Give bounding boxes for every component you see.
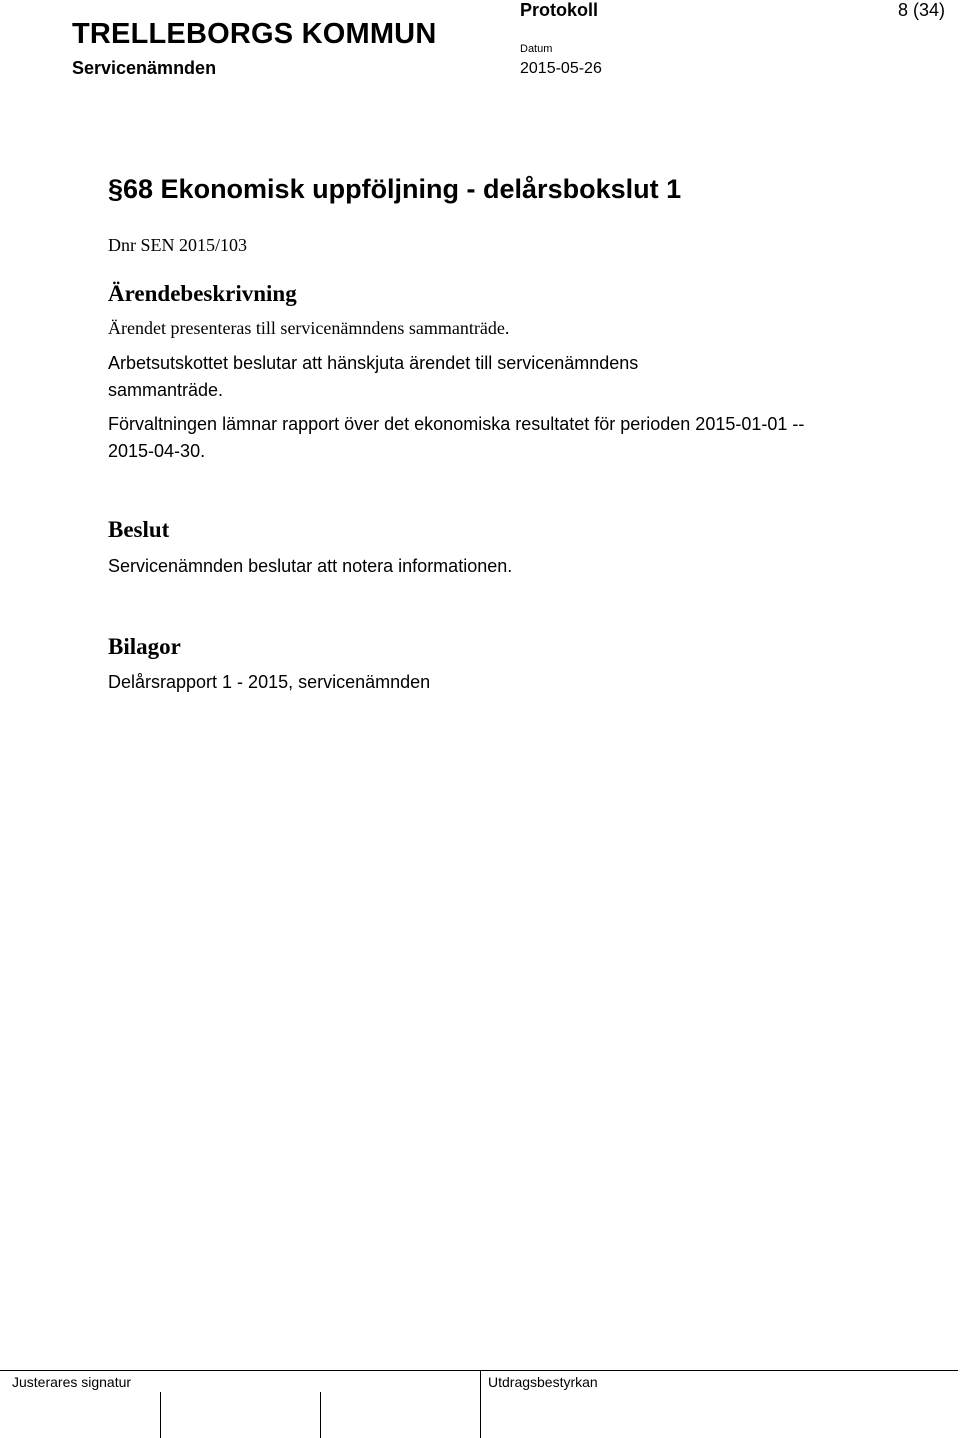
- diary-number: Dnr SEN 2015/103: [108, 235, 247, 255]
- extract-label: Utdragsbestyrkan: [488, 1374, 598, 1390]
- decision-text: Servicenämnden beslutar att notera informationen.: [108, 556, 513, 576]
- date-value: 2015-05-26: [520, 60, 602, 77]
- heading-arendebeskrivning: Ärendebeskrivning: [108, 281, 297, 306]
- footer-divider: [0, 1370, 958, 1371]
- document-type: Protokoll: [520, 0, 599, 20]
- signature-box-divider-2: [320, 1392, 321, 1438]
- signature-label: Justerares signatur: [12, 1374, 132, 1390]
- signature-box-divider-1: [160, 1392, 161, 1438]
- description-paragraph-3: Förvaltningen lämnar rapport över det ekonomiska resultatet för perioden 2015-01-01 -- 2015-04-30.: [108, 414, 805, 461]
- description-paragraph-2: Arbetsutskottet beslutar att hänskjuta ärendet till servicenämndens sammanträde.: [108, 353, 639, 400]
- item-title: §68 Ekonomisk uppföljning - delårsbokslut 1: [108, 174, 682, 204]
- organization-name: TRELLEBORGS KOMMUN: [72, 18, 437, 50]
- heading-beslut: Beslut: [108, 517, 170, 542]
- date-label: Datum: [520, 43, 553, 55]
- signature-box-divider-3: [480, 1370, 481, 1438]
- description-paragraph-1: Ärendet presenteras till servicenämndens sammanträde.: [108, 318, 510, 338]
- department-name: Servicenämnden: [72, 58, 217, 78]
- attachment-text: Delårsrapport 1 - 2015, servicenämnden: [108, 672, 431, 692]
- heading-bilagor: Bilagor: [108, 634, 181, 659]
- page-number: 8 (34): [898, 0, 946, 20]
